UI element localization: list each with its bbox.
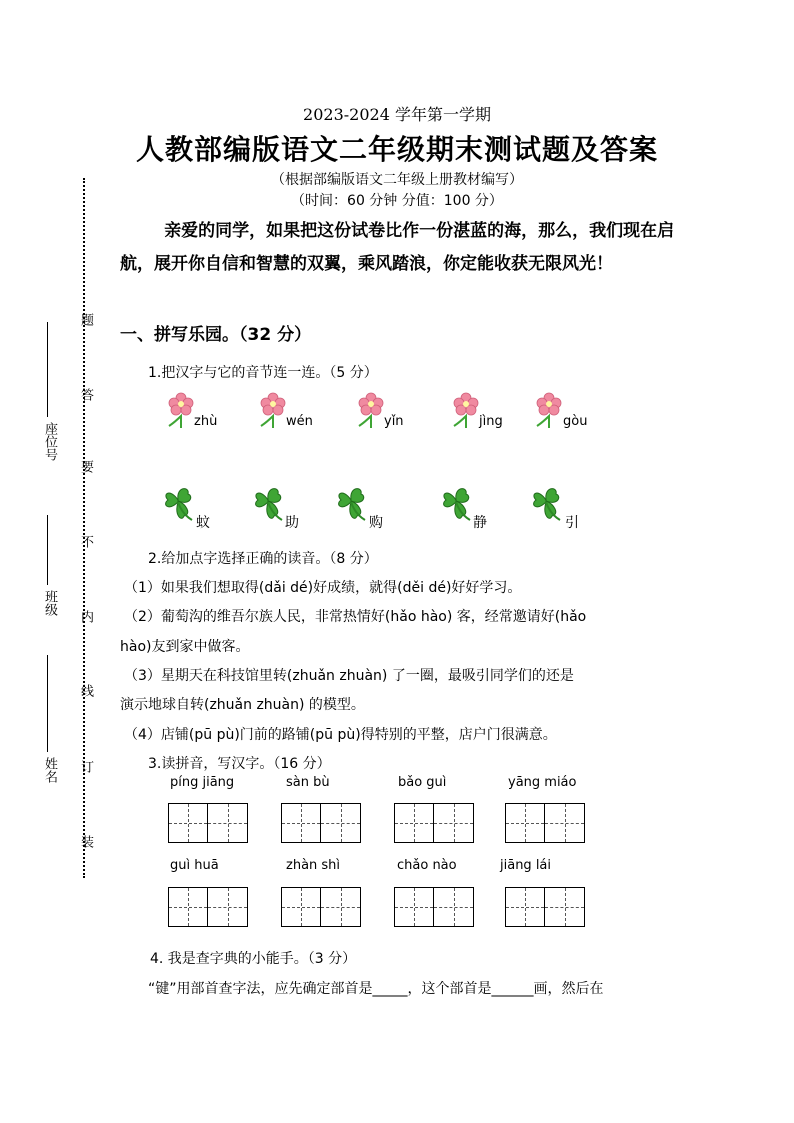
pinyin-prompt: jiāng lái xyxy=(500,858,552,873)
binding-char: 答 xyxy=(78,388,93,401)
pinyin-prompt: chǎo nào xyxy=(397,858,457,873)
writing-box[interactable] xyxy=(505,887,545,927)
seat-label: 座位号 xyxy=(42,422,57,461)
page-title: 人教部编版语文二年级期末测试题及答案 xyxy=(135,133,658,166)
pinyin-option: gòu xyxy=(563,414,588,429)
q3-title: 3.读拼音，写汉字。（16 分） xyxy=(148,756,331,772)
seat-blank xyxy=(47,322,48,417)
pinyin-prompt: bǎo guì xyxy=(398,775,447,790)
class-blank xyxy=(47,515,48,585)
hanzi-option: 购 xyxy=(369,515,383,531)
writing-box[interactable] xyxy=(208,803,248,843)
hanzi-option: 静 xyxy=(473,515,487,531)
pinyin-option: yǐn xyxy=(384,414,404,429)
pinyin-prompt: guì huā xyxy=(170,858,219,873)
pinyin-prompt: yāng miáo xyxy=(508,775,577,790)
binding-char: 装 xyxy=(78,835,93,848)
writing-box[interactable] xyxy=(394,803,434,843)
writing-box[interactable] xyxy=(434,803,474,843)
q4-title: 4. 我是查字典的小能手。（3 分） xyxy=(150,951,357,967)
time-score-note: （时间：60 分钟 分值：100 分） xyxy=(291,193,503,209)
pinyin-option: zhù xyxy=(194,414,218,429)
writing-box[interactable] xyxy=(168,887,208,927)
binding-char: 题 xyxy=(78,313,93,326)
writing-box[interactable] xyxy=(168,803,208,843)
class-label: 班级 xyxy=(42,590,57,616)
flower-icon xyxy=(533,392,567,434)
clover-icon xyxy=(333,484,369,528)
writing-box[interactable] xyxy=(505,803,545,843)
writing-box[interactable] xyxy=(321,803,361,843)
clover-icon xyxy=(250,484,286,528)
clover-icon xyxy=(160,484,196,528)
intro-paragraph: 亲爱的同学，如果把这份试卷比作一份湛蓝的海，那么，我们现在启航，展开你自信和智慧的双翼，乘风踏浪，你定能收获无限风光！ xyxy=(120,221,675,274)
q2-line: （3）星期天在科技馆里转(zhuǎn zhuàn) 了一圈，最吸引同学们的还是 xyxy=(124,668,574,684)
q2-line: hào)友到家中做客。 xyxy=(120,639,250,655)
q4-line: “键”用部首查字法，应先确定部首是_____，这个部首是______画，然后在 xyxy=(148,981,604,997)
pinyin-prompt: píng jiāng xyxy=(170,775,235,790)
q2-line: （4）店铺(pū pù)门前的路铺(pū pù)得特别的平整，店户门很满意。 xyxy=(124,727,557,743)
q1-title: 1.把汉字与它的音节连一连。（5 分） xyxy=(148,365,378,381)
writing-box[interactable] xyxy=(281,887,321,927)
pinyin-option: jìng xyxy=(479,414,503,429)
writing-box[interactable] xyxy=(281,803,321,843)
q2-line: （2）葡萄沟的维吾尔族人民，非常热情好(hǎo hào) 客，经常邀请好(hǎo xyxy=(124,609,587,625)
binding-dotted-line xyxy=(83,178,85,878)
binding-char: 要 xyxy=(78,460,93,473)
name-blank xyxy=(47,655,48,752)
hanzi-option: 蚊 xyxy=(196,515,210,531)
binding-char: 线 xyxy=(78,684,93,697)
section-1-title: 一、拼写乐园。（32 分） xyxy=(120,325,312,345)
binding-char: 不 xyxy=(78,535,93,548)
hanzi-option: 助 xyxy=(285,515,299,531)
pinyin-option: wén xyxy=(286,414,313,429)
clover-icon xyxy=(438,484,474,528)
pinyin-prompt: zhàn shì xyxy=(286,858,341,873)
writing-box[interactable] xyxy=(208,887,248,927)
writing-box[interactable] xyxy=(321,887,361,927)
q2-title: 2.给加点字选择正确的读音。（8 分） xyxy=(148,551,378,567)
writing-box[interactable] xyxy=(394,887,434,927)
exam-term: 2023-2024 学年第一学期 xyxy=(303,105,491,124)
q2-line: 演示地球自转(zhuǎn zhuàn) 的模型。 xyxy=(120,697,365,713)
hanzi-option: 引 xyxy=(565,515,579,531)
writing-box[interactable] xyxy=(434,887,474,927)
writing-box[interactable] xyxy=(545,887,585,927)
pinyin-prompt: sàn bù xyxy=(286,775,330,790)
subtitle-note: （根据部编版语文二年级上册教材编写） xyxy=(271,172,523,188)
clover-icon xyxy=(528,484,564,528)
q2-line: （1）如果我们想取得(dǎi dé)好成绩，就得(děi dé)好好学习。 xyxy=(124,580,522,596)
binding-char: 内 xyxy=(78,610,93,623)
binding-char: 订 xyxy=(78,760,93,773)
writing-box[interactable] xyxy=(545,803,585,843)
name-label: 姓名 xyxy=(42,757,57,783)
